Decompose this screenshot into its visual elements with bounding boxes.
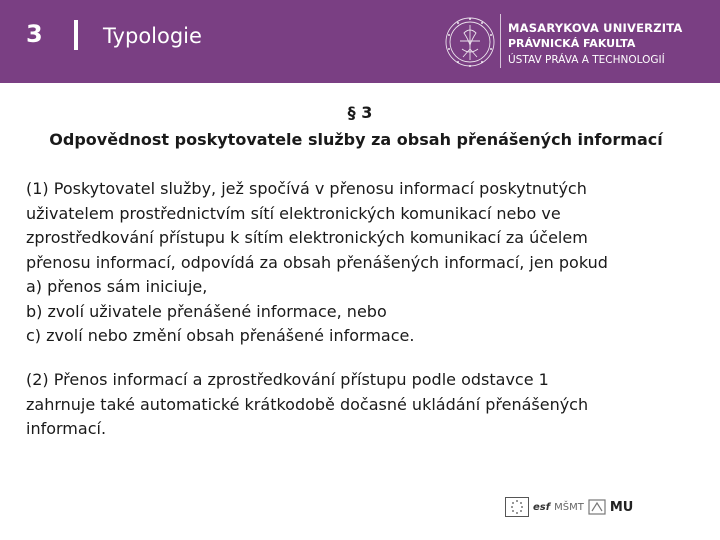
paragraph-line: zprostředkování přístupu k sítím elektronických komunikací za účelem	[26, 228, 588, 247]
faculty-name: PRÁVNICKÁ FAKULTA	[508, 37, 636, 50]
paragraph-line: (1) Poskytovatel služby, jež spočívá v přenosu informací poskytnutých	[26, 179, 587, 198]
paragraph-line: přenosu informací, odpovídá za obsah přenášených informací, jen pokud	[26, 252, 608, 272]
logo-divider	[500, 14, 501, 68]
footer-logos	[505, 495, 633, 519]
paragraph-line: c) zvolí nebo změní obsah přenášené informace.	[26, 326, 415, 345]
paragraph-line: a) přenos sám iniciuje,	[26, 277, 208, 296]
section-mark: § 3	[347, 103, 373, 122]
section-title: Odpovědnost poskytovatele služby za obsah přenášených informací	[49, 130, 663, 149]
paragraph-line: (2) Přenos informací a zprostředkování přístupu podle odstavce 1	[26, 370, 549, 389]
university-logo-text	[508, 20, 683, 68]
header-divider	[74, 20, 78, 50]
esf-logo-text: esf	[533, 501, 551, 513]
op-logo-icon	[588, 497, 606, 517]
mu-logo-text: MU	[609, 499, 634, 515]
mu-logo	[610, 497, 634, 517]
msmt-logo	[554, 497, 584, 517]
slide-number: 3	[26, 20, 43, 48]
paragraph-line: zahrnuje také automatické krátkodobě dočasné ukládání přenášených	[26, 394, 589, 414]
university-name: MASARYKOVA UNIVERZITA	[508, 21, 683, 35]
msmt-logo-text: MŠMT	[554, 501, 584, 513]
esf-logo	[533, 497, 550, 517]
paragraph-line: uživatelem prostřednictvím sítí elektronických komunikací nebo ve	[26, 203, 561, 223]
institute-name: ÚSTAV PRÁVA A TECHNOLOGIÍ	[508, 54, 665, 66]
eu-flag-icon	[505, 497, 529, 517]
slide-title: Typologie	[103, 24, 202, 48]
paragraph-line: informací.	[26, 419, 107, 438]
paragraph-2	[26, 368, 716, 442]
paragraph-1	[26, 177, 716, 349]
slide-header	[0, 0, 720, 83]
university-emblem-icon	[444, 13, 496, 71]
paragraph-line: b) zvolí uživatele přenášené informace, nebo	[26, 301, 387, 321]
